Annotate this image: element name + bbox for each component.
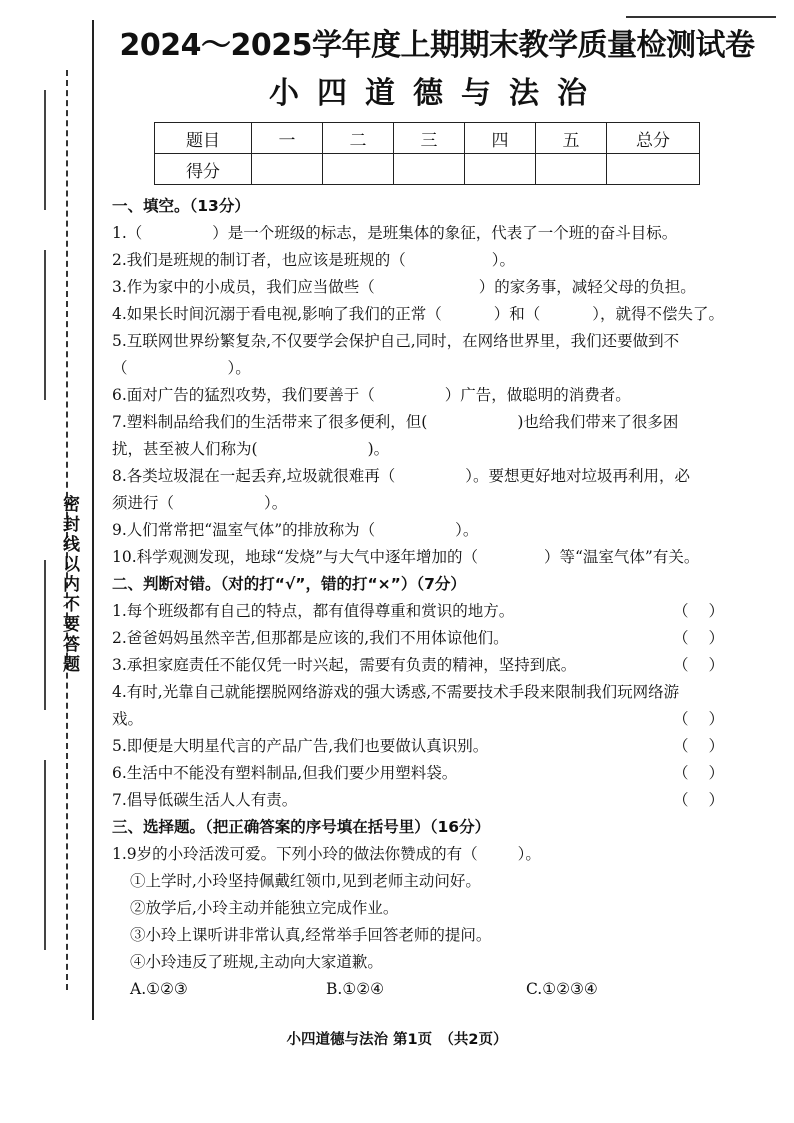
choice-statement: ①上学时,小玲坚持佩戴红领巾,见到老师主动问好。 bbox=[130, 872, 481, 890]
school-fill-line bbox=[44, 560, 46, 710]
question-line: 6.面对广告的猛烈攻势，我们要善于（ ）广告，做聪明的消费者。 bbox=[112, 386, 631, 404]
page-footer: 小四道德与法治 第1页 （共2页） bbox=[286, 1032, 508, 1048]
exam-page bbox=[112, 24, 762, 1003]
score-input-cell[interactable] bbox=[465, 154, 536, 185]
question-line: 8.各类垃圾混在一起丢弃,垃圾就很难再（ ）。要想更好地对垃圾再利用，必 bbox=[112, 467, 690, 485]
score-cell: 五 bbox=[536, 123, 607, 154]
score-table-score-row bbox=[155, 154, 700, 185]
judgment-item: 4.有时,光靠自己就能摆脱网络游戏的强大诱惑,不需要技术手段来限制我们玩网络游 bbox=[112, 683, 680, 701]
question-line: 1.9岁的小玲活泼可爱。下列小玲的做法你赞成的有（ ）。 bbox=[112, 845, 541, 863]
judgment-item: 2.爸爸妈妈虽然辛苦,但那都是应该的,我们不用体谅他们。 （） bbox=[112, 625, 762, 652]
top-mark bbox=[626, 6, 776, 18]
score-cell: 得分 bbox=[155, 154, 252, 185]
score-table-header-row bbox=[155, 123, 700, 154]
answer-paren[interactable]: （） bbox=[672, 737, 744, 755]
number-fill-line bbox=[44, 760, 46, 950]
answer-paren[interactable]: （） bbox=[672, 656, 744, 674]
question-line: 扰，甚至被人们称为( )。 bbox=[112, 440, 390, 458]
judgment-item: 7.倡导低碳生活人人有责。 （） bbox=[112, 787, 762, 814]
option-a[interactable]: A.①②③ bbox=[130, 980, 188, 998]
question-line: 9.人们常常把“温室气体”的排放称为（ ）。 bbox=[112, 521, 479, 539]
score-input-cell[interactable] bbox=[394, 154, 465, 185]
question-line: 4.如果长时间沉溺于看电视,影响了我们的正常（ ）和（ ），就得不偿失了。 bbox=[112, 305, 724, 323]
class-fill-line bbox=[44, 250, 46, 400]
score-input-cell[interactable] bbox=[536, 154, 607, 185]
questions bbox=[112, 193, 762, 1003]
judgment-item: 3.承担家庭责任不能仅凭一时兴起，需要有负责的精神，坚持到底。 （） bbox=[112, 652, 762, 679]
question-line: 1.（ ）是一个班级的标志，是班集体的象征，代表了一个班的奋斗目标。 bbox=[112, 224, 678, 242]
option-b[interactable]: B.①②④ bbox=[326, 980, 385, 998]
question-line: （ ）。 bbox=[112, 359, 251, 377]
score-input-cell[interactable] bbox=[252, 154, 323, 185]
question-line: 2.我们是班规的制订者，也应该是班规的（ ）。 bbox=[112, 251, 516, 269]
score-cell: 二 bbox=[323, 123, 394, 154]
score-cell: 四 bbox=[465, 123, 536, 154]
judgment-item: 1.每个班级都有自己的特点，都有值得尊重和赏识的地方。 （） bbox=[112, 598, 762, 625]
answer-paren[interactable]: （） bbox=[672, 602, 744, 620]
margin-rule bbox=[92, 20, 94, 1020]
section-heading: 三、选择题。（把正确答案的序号填在括号里）（16分） bbox=[112, 818, 491, 836]
choice-statement: ②放学后,小玲主动并能独立完成作业。 bbox=[130, 899, 399, 917]
choice-statement: ③小玲上课听讲非常认真,经常举手回答老师的提问。 bbox=[130, 926, 492, 944]
score-input-cell[interactable] bbox=[607, 154, 700, 185]
answer-options bbox=[112, 976, 762, 1003]
score-cell: 题目 bbox=[155, 123, 252, 154]
score-cell: 一 bbox=[252, 123, 323, 154]
question-line: 5.互联网世界纷繁复杂,不仅要学会保护自己,同时，在网络世界里，我们还要做到不 bbox=[112, 332, 680, 350]
answer-paren[interactable]: （） bbox=[672, 791, 744, 809]
judgment-item: 戏。 （） bbox=[112, 706, 762, 733]
question-line: 3.作为家中的小成员，我们应当做些（ ）的家务事，减轻父母的负担。 bbox=[112, 278, 696, 296]
section-heading: 二、判断对错。（对的打“√”，错的打“×”）（7分） bbox=[112, 575, 466, 593]
section-heading: 一、填空。（13分） bbox=[112, 197, 250, 215]
judgment-item: 5.即便是大明星代言的产品广告,我们也要做认真识别。 （） bbox=[112, 733, 762, 760]
score-cell: 总分 bbox=[607, 123, 700, 154]
judgment-item: 6.生活中不能没有塑料制品,但我们要少用塑料袋。 （） bbox=[112, 760, 762, 787]
name-fill-line bbox=[44, 90, 46, 210]
answer-paren[interactable]: （） bbox=[672, 764, 744, 782]
seal-note: 密封线以内不要答题 bbox=[59, 495, 79, 675]
exam-title: 2024～2025学年度上期期末教学质量检测试卷 bbox=[119, 28, 755, 63]
option-c[interactable]: C.①②③④ bbox=[526, 980, 598, 998]
score-input-cell[interactable] bbox=[323, 154, 394, 185]
question-line: 须进行（ ）。 bbox=[112, 494, 288, 512]
score-cell: 三 bbox=[394, 123, 465, 154]
binding-margin bbox=[0, 0, 110, 1123]
subject-title: 小四道德与法治 bbox=[269, 76, 605, 111]
question-line: 7.塑料制品给我们的生活带来了很多便利，但( )也给我们带来了很多困 bbox=[112, 413, 679, 431]
answer-paren[interactable]: （） bbox=[672, 710, 744, 728]
question-line: 10.科学观测发现，地球“发烧”与大气中逐年增加的（ ）等“温室气体”有关。 bbox=[112, 548, 700, 566]
choice-statement: ④小玲违反了班规,主动向大家道歉。 bbox=[130, 953, 383, 971]
score-table bbox=[154, 122, 700, 185]
answer-paren[interactable]: （） bbox=[672, 629, 744, 647]
